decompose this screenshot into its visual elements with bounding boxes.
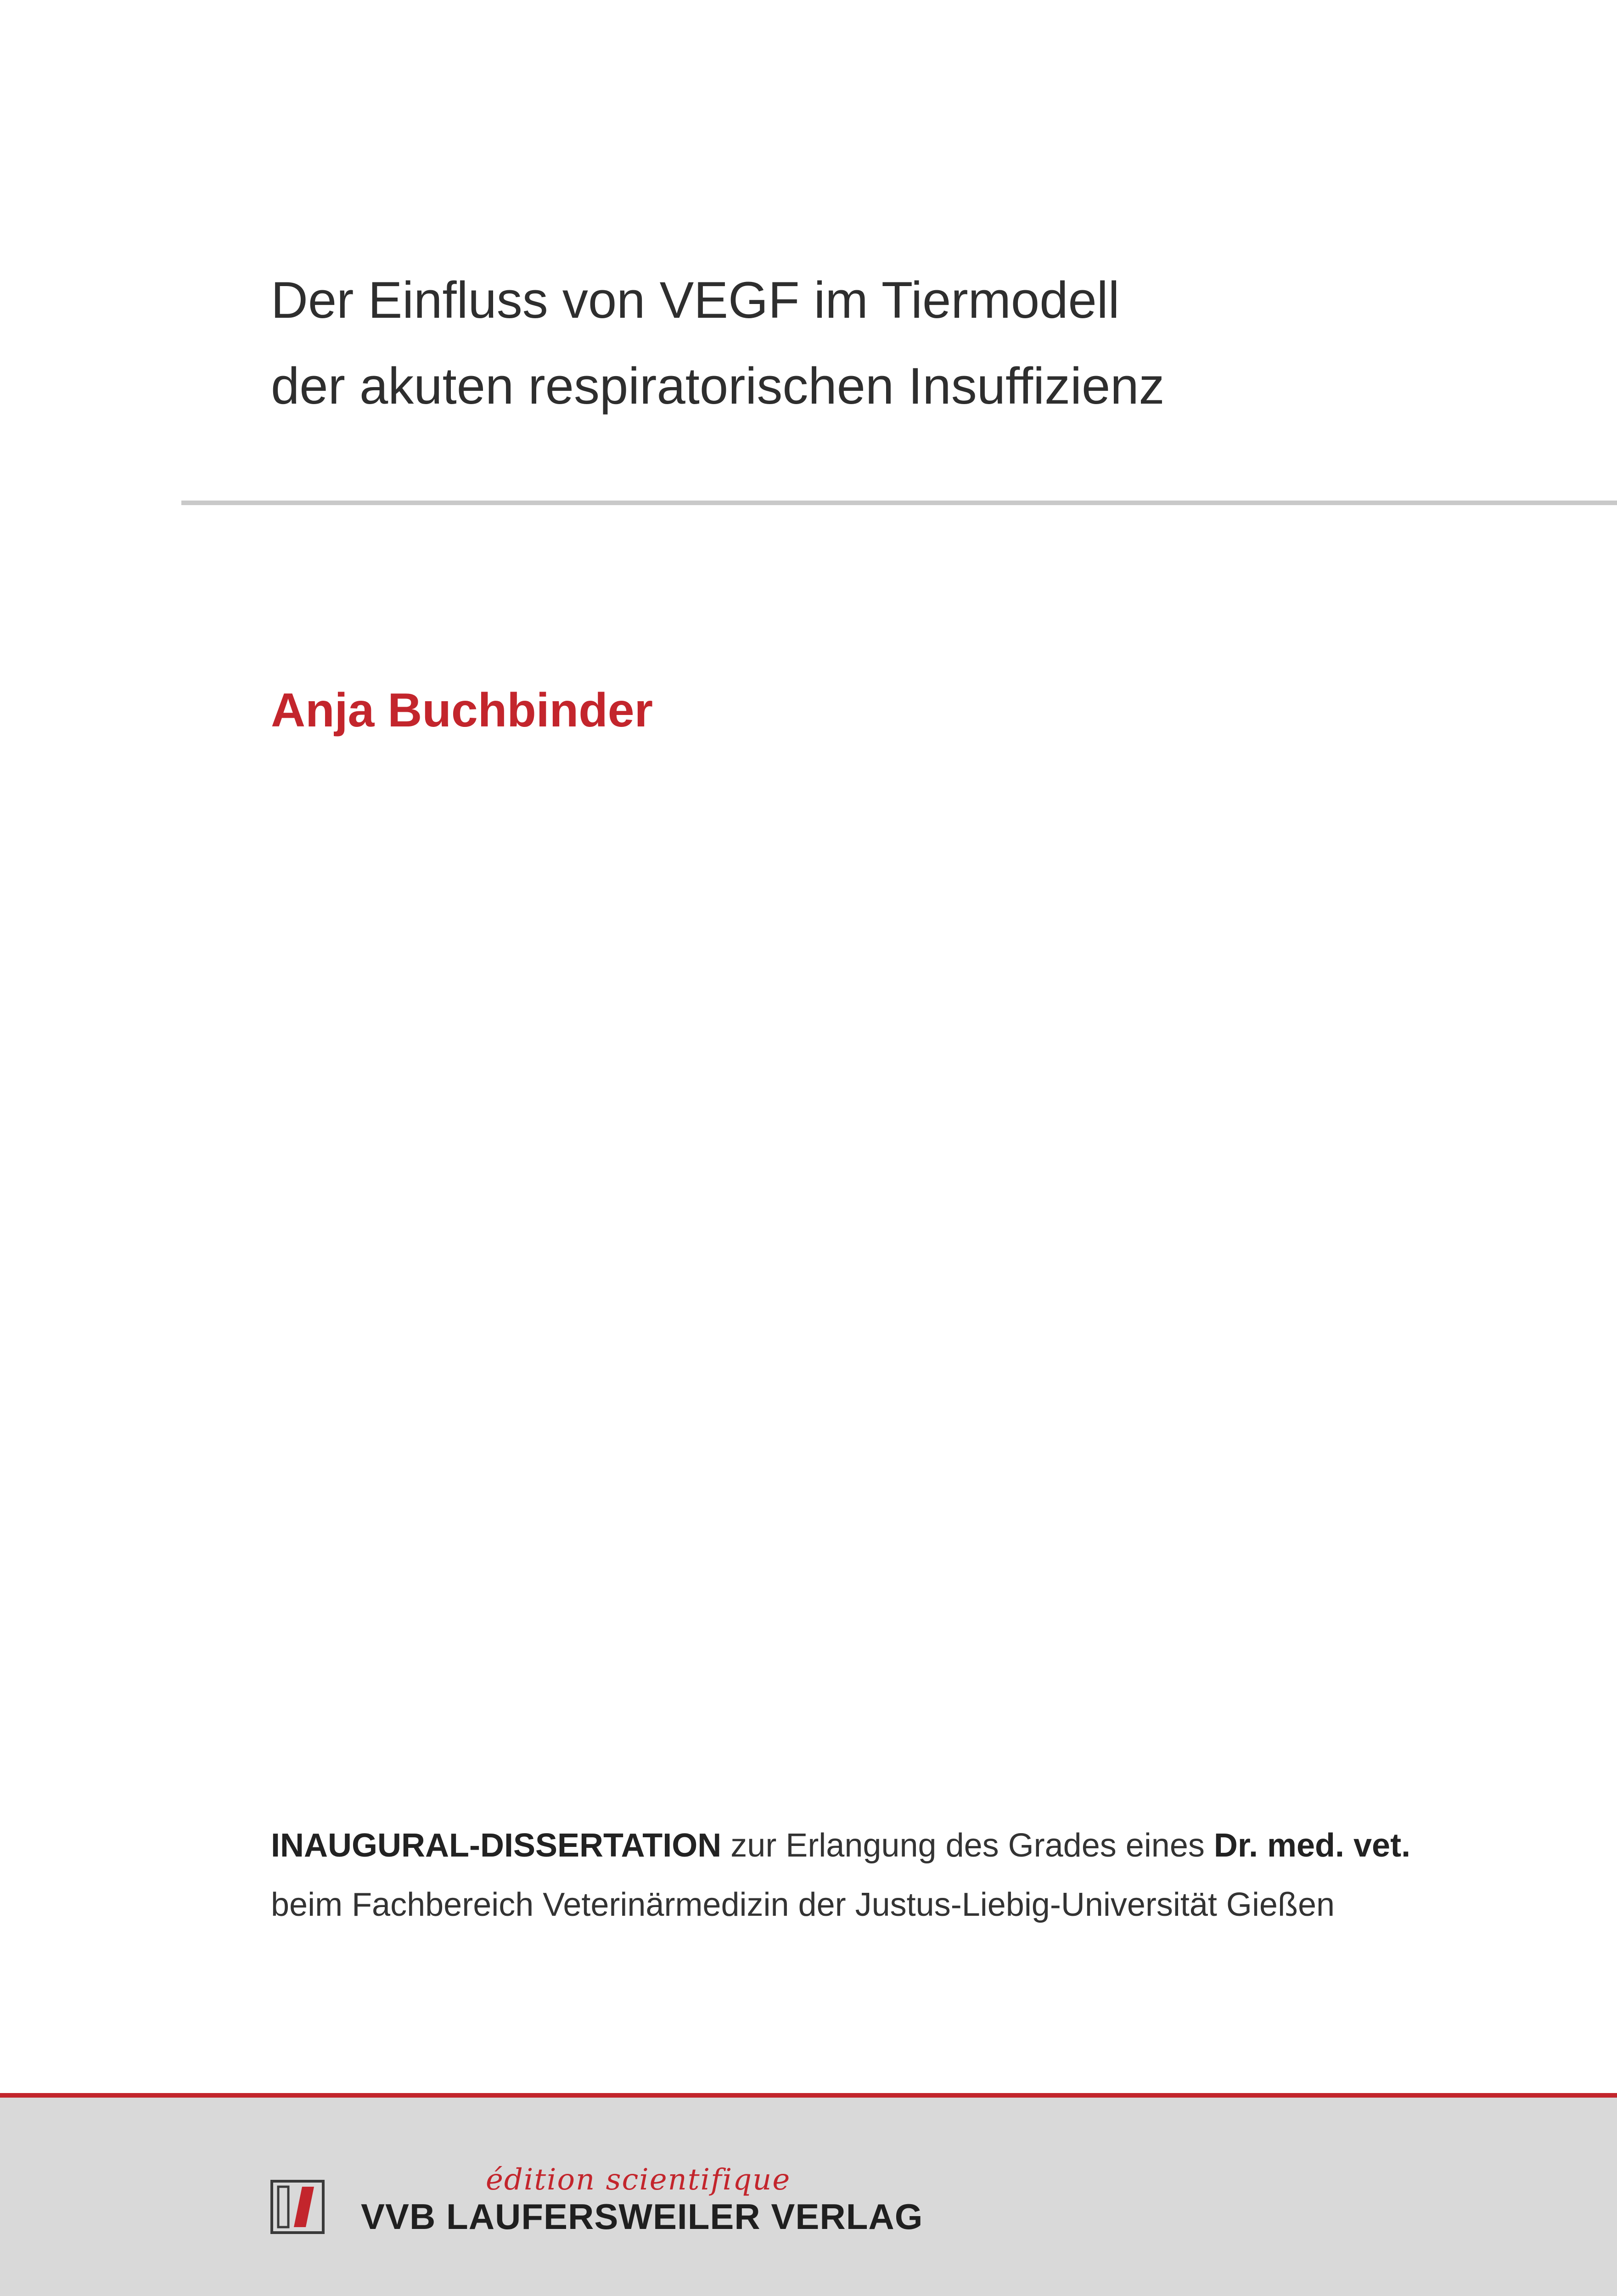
publisher-book-icon: [270, 2179, 325, 2234]
author-name: Anja Buchbinder: [271, 684, 653, 737]
publisher-imprint: édition scientifique: [486, 2163, 791, 2197]
title-line-2: der akuten respiratorischen Insuffizienz: [271, 357, 1165, 415]
footer-divider: [0, 2093, 1617, 2098]
publisher-name: VVB LAUFERSWEILER VERLAG: [361, 2196, 923, 2237]
title-line-1: Der Einfluss von VEGF im Tiermodell: [271, 271, 1120, 329]
book-title: [271, 257, 1579, 429]
degree-title: Dr. med. vet.: [1213, 1827, 1411, 1864]
dissertation-statement: [271, 1816, 1410, 1935]
dissertation-type: INAUGURAL-DISSERTATION: [271, 1827, 722, 1864]
dissertation-purpose: zur Erlangung des Grades eines: [721, 1827, 1214, 1864]
publisher-logo: [270, 2163, 923, 2237]
faculty-line: beim Fachbereich Veterinärmedizin der Justus-Liebig-Universität Gießen: [271, 1886, 1335, 1923]
dissertation-line-1: [271, 1816, 1410, 1875]
title-divider: [181, 501, 1617, 505]
